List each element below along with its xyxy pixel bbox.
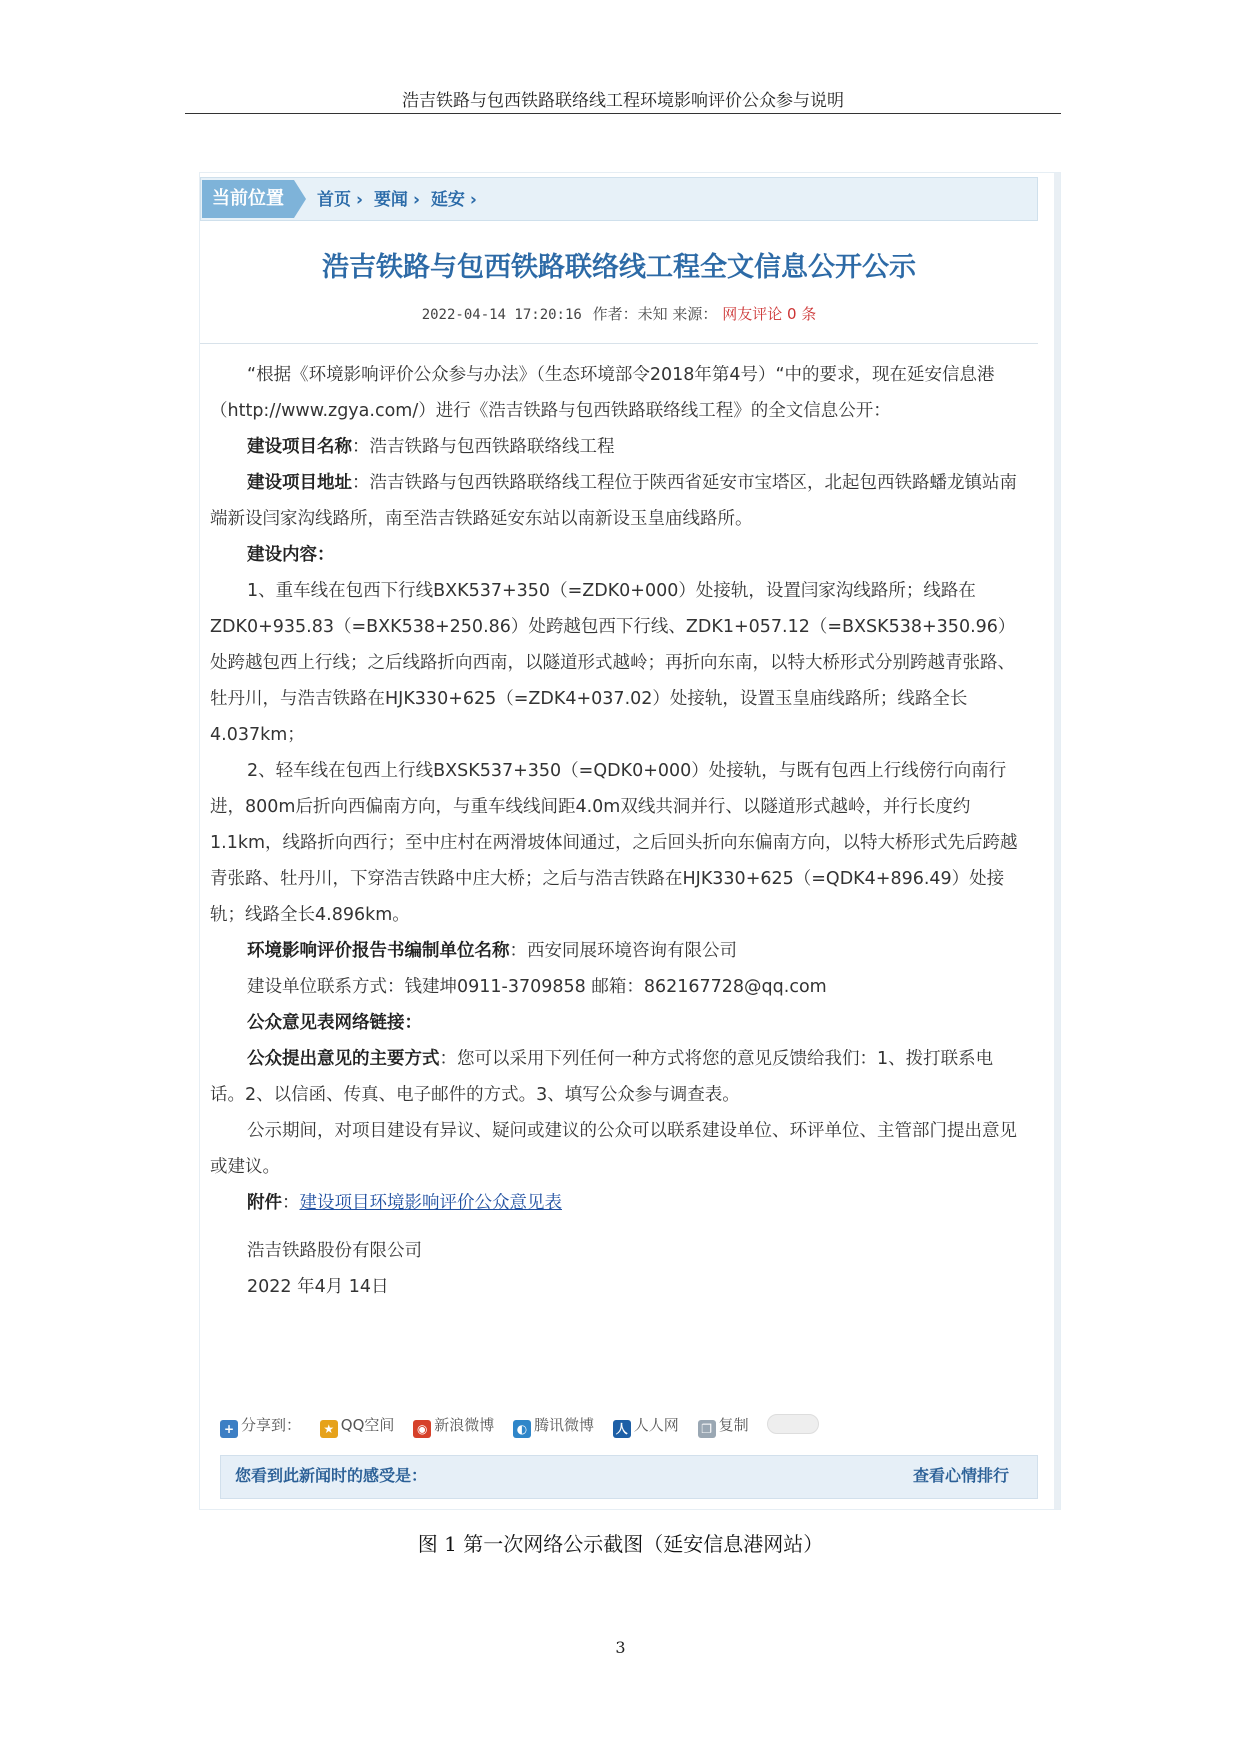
project-address-value: ：浩吉铁路与包西铁路联络线工程位于陕西省延安市宝塔区，北起包西铁路蟠龙镇站南端新设闫家沟线路所，南至浩吉铁路延安东站以南新设玉皇庙线路所。 (210, 473, 1017, 529)
content-label-paragraph (210, 537, 1020, 573)
project-address-label: 建设项目地址 (247, 473, 352, 493)
feedback-ways-label: 公众提出意见的主要方式 (247, 1049, 440, 1069)
article-date: 2022-04-14 17:20:16 (421, 307, 582, 323)
feedback-ways-value: ：您可以采用下列任何一种方式将您的意见反馈给我们：1、拨打联系电话。2、以信函、传真、电子邮件的方式。3、填写公众参与调查表。 (210, 1049, 994, 1105)
share-label: 分享到： (241, 1416, 302, 1434)
attachment-paragraph (210, 1185, 1020, 1221)
project-address-paragraph (210, 465, 1020, 537)
eia-unit-value: ：西安同展环境咨询有限公司 (509, 941, 737, 961)
tencent-weibo-icon: ◐ (513, 1420, 531, 1438)
project-name-paragraph (210, 429, 1020, 465)
content-label: 建设内容： (247, 545, 335, 565)
article-meta (200, 303, 1038, 324)
article-title: 浩吉铁路与包西铁路联络线工程全文信息公开公示 (322, 252, 916, 283)
share-weibo-label: 新浪微博 (434, 1416, 495, 1434)
breadcrumb-current-label: 当前位置 (202, 180, 294, 218)
share-tencent-weibo[interactable] (513, 1411, 594, 1439)
project-name-label: 建设项目名称 (247, 437, 352, 457)
contact-paragraph: 建设单位联系方式：钱建坤0911-3709858 邮箱：862167728@qq.com (247, 977, 827, 997)
copy-icon: ❐ (698, 1420, 716, 1438)
share-bar (220, 1411, 819, 1439)
breadcrumb-item-home[interactable]: 首页 (317, 190, 351, 210)
share-copy[interactable] (698, 1411, 749, 1439)
project-name-value: ：浩吉铁路与包西铁路联络线工程 (352, 437, 615, 457)
share-label-item (220, 1411, 301, 1439)
content-item-1: 1、重车线在包西下行线BXK537+350（=ZDK0+000）处接轨，设置闫家沟线路所；线路在ZDK0+935.83（=BXK538+250.86）处跨越包西下行线、ZDK1+057.12（=BXSK538+350.96）处跨越包西上行线；之后线路折向西南，以隧道形式越岭；再折向东南，以特大桥形式分别跨越青张路、牡丹川，与浩吉铁路在HJK330+625（=ZDK4+037.02）处接轨，设置玉皇庙线路所；线路全长4.037km； (210, 581, 1016, 745)
signature-company: 浩吉铁路股份有限公司 (247, 1241, 422, 1261)
weibo-icon: ◉ (413, 1420, 431, 1438)
breadcrumb (200, 177, 1038, 221)
page-scroll-edge (1054, 173, 1060, 1509)
breadcrumb-links (317, 178, 482, 222)
attachment-label: 附件 (247, 1193, 282, 1213)
breadcrumb-item-yanan[interactable]: 延安 (430, 190, 465, 210)
share-qzone[interactable] (320, 1411, 395, 1439)
share-renren-label: 人人网 (633, 1416, 679, 1434)
renren-icon: 人 (613, 1420, 631, 1438)
eia-unit-paragraph (210, 933, 1020, 969)
comments-link[interactable]: 网友评论 0 条 (722, 305, 817, 323)
signature-date: 2022 年4月 14日 (247, 1277, 389, 1297)
article-source: 来源： (672, 305, 718, 323)
mood-ranking-link[interactable]: 查看心情排行 (912, 1466, 1009, 1485)
share-weibo[interactable] (413, 1411, 494, 1439)
intro-paragraph: “根据《环境影响评价公众参与办法》（生态环境部令2018年第4号）“中的要求，现在延安信息港（http://www.zgya.com/）进行《浩吉铁路与包西铁路联络线工程》的全文信息公开： (210, 365, 995, 421)
eia-unit-label: 环境影响评价报告书编制单位名称 (247, 941, 510, 961)
share-more-button[interactable] (767, 1414, 819, 1434)
article-body (210, 357, 1020, 1305)
plus-icon: + (220, 1420, 238, 1438)
attachment-colon: ： (282, 1193, 300, 1213)
article-author: 作者：未知 (592, 305, 668, 323)
attachment-link[interactable]: 建设项目环境影响评价公众意见表 (299, 1193, 562, 1213)
star-icon: ★ (320, 1420, 338, 1438)
document-header: 浩吉铁路与包西铁路联络线工程环境影响评价公众参与说明 (185, 86, 1061, 114)
share-copy-label: 复制 (718, 1416, 749, 1434)
share-tencent-weibo-label: 腾讯微博 (534, 1416, 595, 1434)
content-item-2: 2、轻车线在包西上行线BXSK537+350（=QDK0+000）处接轨，与既有包西上行线傍行向南行进，800m后折向西偏南方向，与重车线线间距4.0m双线共洞并行、以隧道形式越岭，并行长度约1.1km，线路折向西行；至中庄村在两滑坡体间通过，之后回头折向东偏南方向，以特大桥形式先后跨越青张路、牡丹川，下穿浩吉铁路中庄大桥；之后与浩吉铁路在HJK330+625（=QDK4+896.49）处接轨；线路全长4.896km。 (210, 761, 1018, 925)
breadcrumb-item-news[interactable]: 要闻 (373, 190, 408, 210)
breadcrumb-separator: › (412, 190, 420, 210)
meta-divider (200, 343, 1038, 344)
breadcrumb-separator: › (469, 190, 477, 210)
share-renren[interactable] (613, 1411, 679, 1439)
mood-bar (220, 1455, 1038, 1499)
period-paragraph: 公示期间，对项目建设有异议、疑问或建议的公众可以联系建设单位、环评单位、主管部门提出意见或建议。 (210, 1121, 1017, 1177)
page-number: 3 (615, 1638, 626, 1657)
figure-caption: 图 1 第一次网络公示截图（延安信息港网站） (417, 1532, 824, 1556)
spacer (210, 1221, 1020, 1233)
form-link-paragraph (210, 1005, 1020, 1041)
form-link-label: 公众意见表网络链接： (247, 1013, 422, 1033)
feedback-ways-paragraph (210, 1041, 1020, 1113)
webpage-screenshot (199, 172, 1061, 1510)
share-qzone-label: QQ空间 (340, 1416, 395, 1434)
mood-prompt: 您看到此新闻时的感受是： (235, 1466, 428, 1485)
breadcrumb-separator: › (356, 190, 364, 210)
